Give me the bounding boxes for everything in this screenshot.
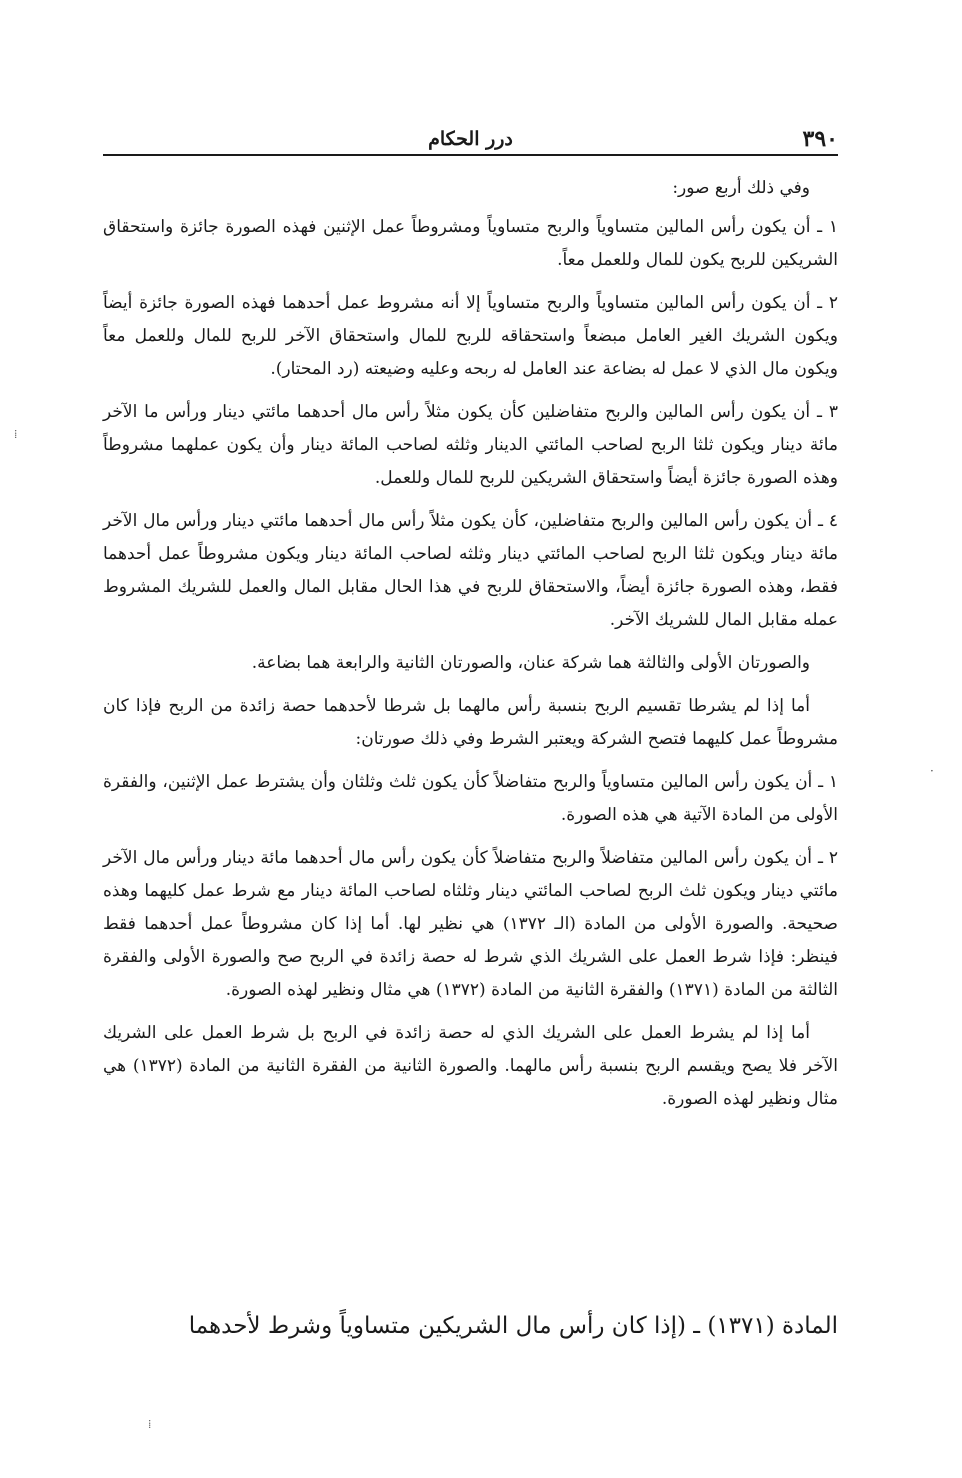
- paragraph-subcase-2: ٢ ـ أن يكون رأس المالين متفاضلاً والربح متفاضلاً كأن يكون رأس مال أحدهما مائة دينار ورأس مال الآخر مائتي دينار ويكون ثلث الربح لصاحب المائتي دينار وثلثاه لصاحب المائة دينار مع شرط عمل كليهما وهذه صحيحة. والصورة الأولى من المادة (الـ ١٣٧٢) هي نظير لها. أما إذا كان مشروطاً عمل أحدهما فقط فينظر: فإذا شرط العمل على الشريك الذي شرط له حصة زائدة في الربح صح والصورة الأولى والفقرة الثالثة من المادة (١٣٧١) والفقرة الثانية من المادة (١٣٧٢) هي مثال ونظير لهذه الصورة.: [103, 848, 838, 1000]
- margin-mark: ⁞: [14, 427, 18, 441]
- paragraph-closing: أما إذا لم يشرط العمل على الشريك الذي له حصة زائدة في الربح بل شرط العمل على الشريك الآخر فلا يصح ويقسم الربح بنسبة رأس مالهما. والصورة الثانية من الفقرة الثانية من المادة (١٣٧٢) هي مثال ونظير لهذه الصورة.: [103, 1023, 839, 1109]
- paragraph-summary: والصورتان الأولى والثالثة هما شركة عنان، والصورتان الثانية والرابعة هما بضاعة.: [251, 653, 810, 673]
- paragraph-case-2: ٢ ـ أن يكون رأس المالين متساوياً والربح متساوياً إلا أنه مشروط عمل أحدهما فهذه الصورة جائزة أيضاً ويكون الشريك الغير العامل مبضعاً واستحقاقه للربح للمال واستحقاق الآخر للربح للمال وللعمل معاً ويكون مال الذي لا عمل له بضاعة عند العامل له ربحه وعليه وضيعته (رد المحتار).: [103, 293, 838, 379]
- body-text: [103, 172, 838, 1126]
- margin-mark: ⁞: [148, 1417, 152, 1431]
- header-rule: [103, 154, 838, 156]
- margin-mark: ·: [930, 764, 934, 778]
- paragraph-intro: وفي ذلك أربع صور:: [672, 178, 810, 198]
- paragraph-case-4: ٤ ـ أن يكون رأس المالين والربح متفاضلين، كأن يكون مثلاً رأس مال أحدهما مائتي دينار ورأس مال الآخر مائة دينار ويكون ثلثا الربح لصاحب المائتي دينار وثلثه لصاحب المائة دينار ويكون مشروطاً عمل أحدهما فقط، وهذه الصورة جائزة أيضاً، والاستحقاق للربح في هذا الحال مقابل المال والعمل للشريك المشروط عمله مقابل المال للشريك الآخر.: [103, 511, 838, 630]
- page-number: ٣٩٠: [802, 126, 838, 152]
- page-header: [103, 122, 838, 154]
- paragraph-subcase-1: ١ ـ أن يكون رأس المالين متساوياً والربح متفاضلاً كأن يكون ثلث وثلثان وأن يشترط عمل الإثنين، والفقرة الأولى من المادة الآتية هي هذه الصورة.: [103, 772, 838, 825]
- paragraph-case-3: ٣ ـ أن يكون رأس المالين والربح متفاضلين كأن يكون مثلاً رأس مال أحدهما مائتي دينار ورأس ما الآخر مائة دينار ويكون ثلثا الربح لصاحب المائتي الدينار وثلثه لصاحب المائة دينار وأن يكون عملهما مشروطاً وهذه الصورة جائزة أيضاً واستحقاق الشريكين للربح للمال وللعمل.: [103, 402, 838, 488]
- running-title: درر الحكام: [428, 128, 513, 150]
- paragraph-unequal-profit: أما إذا لم يشرطا تقسيم الربح بنسبة رأس مالهما بل شرطا لأحدهما حصة زائدة من الربح فإذا كان مشروطاً عمل كليهما فتصح الشركة ويعتبر الشرط وفي ذلك صورتان:: [103, 696, 838, 749]
- article-heading: المادة (١٣٧١) ـ (إذا كان رأس مال الشريكين متساوياً وشرط لأحدهما: [188, 1313, 838, 1339]
- paragraph-case-1: ١ ـ أن يكون رأس المالين متساوياً والربح متساوياً ومشروطاً عمل الإثنين فهذه الصورة جائزة واستحقاق الشريكين للربح يكون للمال وللعمل معاً.: [103, 217, 838, 270]
